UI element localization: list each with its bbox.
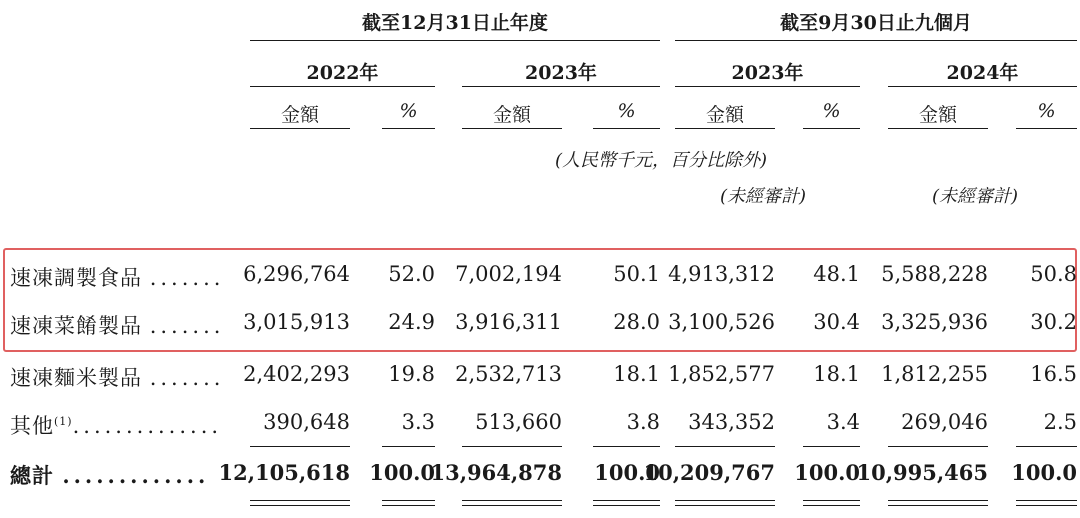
subtotal-rule xyxy=(382,446,435,447)
value-cell: 343,352 xyxy=(688,410,775,434)
year-header-2024: 2024年 xyxy=(946,62,1019,84)
value-cell: 3,916,311 xyxy=(455,310,562,334)
year-rule-2022 xyxy=(250,86,435,87)
value-cell: 3.8 xyxy=(626,410,660,434)
col-rule xyxy=(803,128,860,129)
subtotal-rule xyxy=(593,446,660,447)
amount-header: 金額 xyxy=(705,104,744,126)
total-cell: 10,995,465 xyxy=(856,460,988,485)
table-row xyxy=(0,254,1080,300)
period-header-nine-months: 截至9月30日止九個月 xyxy=(780,12,972,34)
col-rule xyxy=(250,128,350,129)
value-cell: 4,913,312 xyxy=(668,262,775,286)
table-row xyxy=(0,302,1080,348)
value-cell: 18.1 xyxy=(613,362,660,386)
year-rule-2023b xyxy=(675,86,860,87)
percent-header: % xyxy=(399,100,418,122)
value-cell: 19.8 xyxy=(388,362,435,386)
period-rule-nine-months xyxy=(675,40,1077,41)
value-cell: 3,325,936 xyxy=(881,310,988,334)
amount-header: 金額 xyxy=(492,104,531,126)
row-label: 速凍菜餚製品 ....... xyxy=(10,314,225,338)
subtotal-rule xyxy=(888,446,988,447)
value-cell: 24.9 xyxy=(388,310,435,334)
subtotal-rule xyxy=(250,446,350,447)
value-cell: 30.4 xyxy=(813,310,860,334)
value-cell: 28.0 xyxy=(613,310,660,334)
total-cell: 100.0 xyxy=(369,460,435,485)
row-label: 速凍調製食品 ....... xyxy=(10,266,225,290)
col-rule xyxy=(675,128,775,129)
percent-header: % xyxy=(822,100,841,122)
total-double-rule xyxy=(250,505,350,506)
col-rule xyxy=(462,128,562,129)
table-row xyxy=(0,354,1080,400)
total-cell: 13,964,878 xyxy=(430,460,562,485)
year-header-2022: 2022年 xyxy=(306,62,379,84)
total-double-rule xyxy=(888,505,988,506)
value-cell: 513,660 xyxy=(475,410,562,434)
total-cell: 100.0 xyxy=(1011,460,1077,485)
unaudited-note-2024: (未經審計) xyxy=(932,186,1019,207)
value-cell: 16.5 xyxy=(1030,362,1077,386)
value-cell: 6,296,764 xyxy=(243,262,350,286)
total-double-rule xyxy=(382,500,435,501)
total-double-rule xyxy=(803,505,860,506)
year-rule-2024 xyxy=(888,86,1077,87)
value-cell: 2,532,713 xyxy=(455,362,562,386)
value-cell: 30.2 xyxy=(1030,310,1077,334)
value-cell: 5,588,228 xyxy=(881,262,988,286)
total-cell: 100.0 xyxy=(794,460,860,485)
amount-header: 金額 xyxy=(280,104,319,126)
col-rule xyxy=(593,128,660,129)
value-cell: 390,648 xyxy=(263,410,350,434)
value-cell: 3,015,913 xyxy=(243,310,350,334)
total-double-rule xyxy=(888,500,988,501)
percent-header: % xyxy=(617,100,636,122)
value-cell: 50.1 xyxy=(613,262,660,286)
total-double-rule xyxy=(1016,505,1077,506)
value-cell: 2.5 xyxy=(1043,410,1077,434)
subtotal-rule xyxy=(1016,446,1077,447)
total-double-rule xyxy=(382,505,435,506)
total-double-rule xyxy=(803,500,860,501)
total-double-rule xyxy=(593,500,660,501)
row-label: 速凍麵米製品 ....... xyxy=(10,366,225,390)
value-cell: 1,812,255 xyxy=(881,362,988,386)
col-rule xyxy=(382,128,435,129)
period-rule-year xyxy=(250,40,660,41)
value-cell: 3.4 xyxy=(826,410,860,434)
value-cell: 3,100,526 xyxy=(668,310,775,334)
subtotal-rule xyxy=(675,446,775,447)
total-double-rule xyxy=(675,500,775,501)
table-row xyxy=(0,402,1080,448)
subtotal-rule xyxy=(462,446,562,447)
currency-note: (人民幣千元，百分比除外) xyxy=(555,150,768,171)
subtotal-rule xyxy=(803,446,860,447)
total-cell: 12,105,618 xyxy=(218,460,350,485)
row-label: 其他$^{(1)}$.............. xyxy=(10,414,223,438)
value-cell: 50.8 xyxy=(1030,262,1077,286)
total-double-rule xyxy=(250,500,350,501)
value-cell: 18.1 xyxy=(813,362,860,386)
percent-header: % xyxy=(1037,100,1056,122)
year-header-2023b: 2023年 xyxy=(731,62,804,84)
total-cell: 100.0 xyxy=(594,460,660,485)
period-header-year: 截至12月31日止年度 xyxy=(362,12,548,34)
value-cell: 3.3 xyxy=(401,410,435,434)
total-row xyxy=(0,452,1080,498)
value-cell: 52.0 xyxy=(388,262,435,286)
year-rule-2023a xyxy=(462,86,660,87)
value-cell: 7,002,194 xyxy=(455,262,562,286)
value-cell: 269,046 xyxy=(901,410,988,434)
total-double-rule xyxy=(462,500,562,501)
year-header-2023a: 2023年 xyxy=(525,62,597,84)
total-double-rule xyxy=(593,505,660,506)
col-rule xyxy=(1016,128,1077,129)
value-cell: 2,402,293 xyxy=(243,362,350,386)
unaudited-note-2023: (未經審計) xyxy=(720,186,807,207)
value-cell: 48.1 xyxy=(813,262,860,286)
total-cell: 10,209,767 xyxy=(643,460,775,485)
value-cell: 1,852,577 xyxy=(668,362,775,386)
total-double-rule xyxy=(1016,500,1077,501)
total-double-rule xyxy=(675,505,775,506)
col-rule xyxy=(888,128,988,129)
total-double-rule xyxy=(462,505,562,506)
amount-header: 金額 xyxy=(918,104,957,126)
total-label: 總計 ............. xyxy=(10,463,210,488)
